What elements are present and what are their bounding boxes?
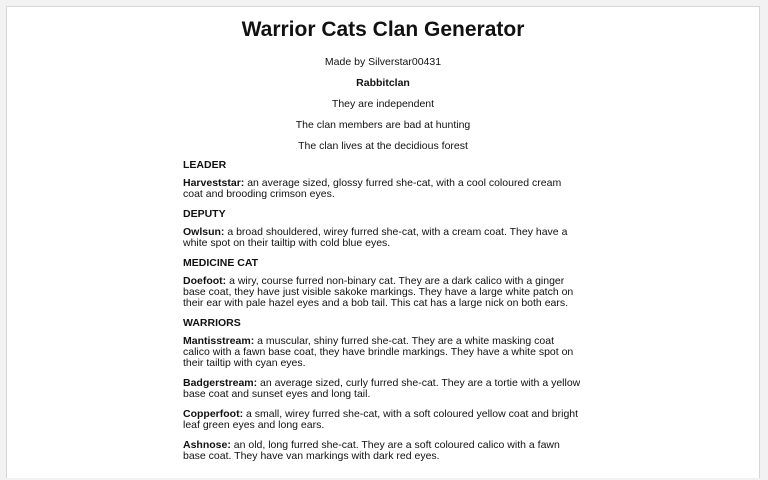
cat-description: an old, long furred she-cat. They are a soft coloured calico with a fawn base coat. They have van markings with dark red eyes.: [183, 439, 560, 462]
cat-name: Doefoot:: [183, 275, 227, 287]
clan-name: Rabbitclan: [356, 77, 410, 89]
cat-entry: [183, 440, 583, 462]
clan-trait-independence: They are independent: [331, 98, 435, 110]
cat-entry: [183, 178, 583, 200]
cat-name: Harveststar:: [183, 177, 245, 189]
cat-description: a small, wirey furred she-cat, with a soft coloured yellow coat and bright leaf green eyes and long ears.: [183, 408, 579, 431]
cat-entry: [183, 336, 583, 369]
cat-name: Badgerstream:: [183, 377, 258, 389]
section-heading-leader: LEADER: [183, 159, 227, 171]
clan-trait-territory: The clan lives at the decidious forest: [298, 140, 468, 152]
cat-description: an average sized, curly furred she-cat. They are a tortie with a yellow base coat and sunset eyes and long tail.: [183, 377, 581, 400]
cat-name: Ashnose:: [183, 439, 231, 451]
cat-name: Mantisstream:: [183, 335, 255, 347]
cat-description: a wiry, course furred non-binary cat. They are a dark calico with a ginger base coat, they have just visible sakoke markings. They have a large white patch on their ear with pale hazel eyes and a bob tail. This cat has a large nick on both ears.: [183, 275, 574, 309]
cat-entry: [183, 378, 583, 400]
page-frame: [6, 6, 760, 478]
cat-name: Copperfoot:: [183, 408, 244, 420]
section-heading-medicine-cat: MEDICINE CAT: [183, 257, 259, 269]
cat-description: a broad shouldered, wirey furred she-cat, with a cream coat. They have a white spot on their tailtip with cold blue eyes.: [183, 226, 568, 249]
section-heading-deputy: DEPUTY: [183, 208, 226, 220]
section-heading-warriors: WARRIORS: [183, 317, 241, 329]
clan-trait-hunting: The clan members are bad at hunting: [295, 119, 471, 131]
cat-entry: [183, 409, 583, 431]
cat-description: an average sized, glossy furred she-cat, with a cool coloured cream coat and brooding crimson eyes.: [183, 177, 562, 200]
cat-entry: [183, 276, 583, 309]
cat-name: Owlsun:: [183, 226, 225, 238]
cat-entry: [183, 227, 583, 249]
clan-roster: [183, 160, 583, 462]
cat-description: a muscular, shiny furred she-cat. They are a white masking coat calico with a fawn base coat, they have brindle markings. They have a white spot on their tailtip with cyan eyes.: [183, 335, 574, 369]
author-credit: Made by Silverstar00431: [324, 56, 442, 68]
page-title: Warrior Cats Clan Generator: [241, 18, 525, 41]
